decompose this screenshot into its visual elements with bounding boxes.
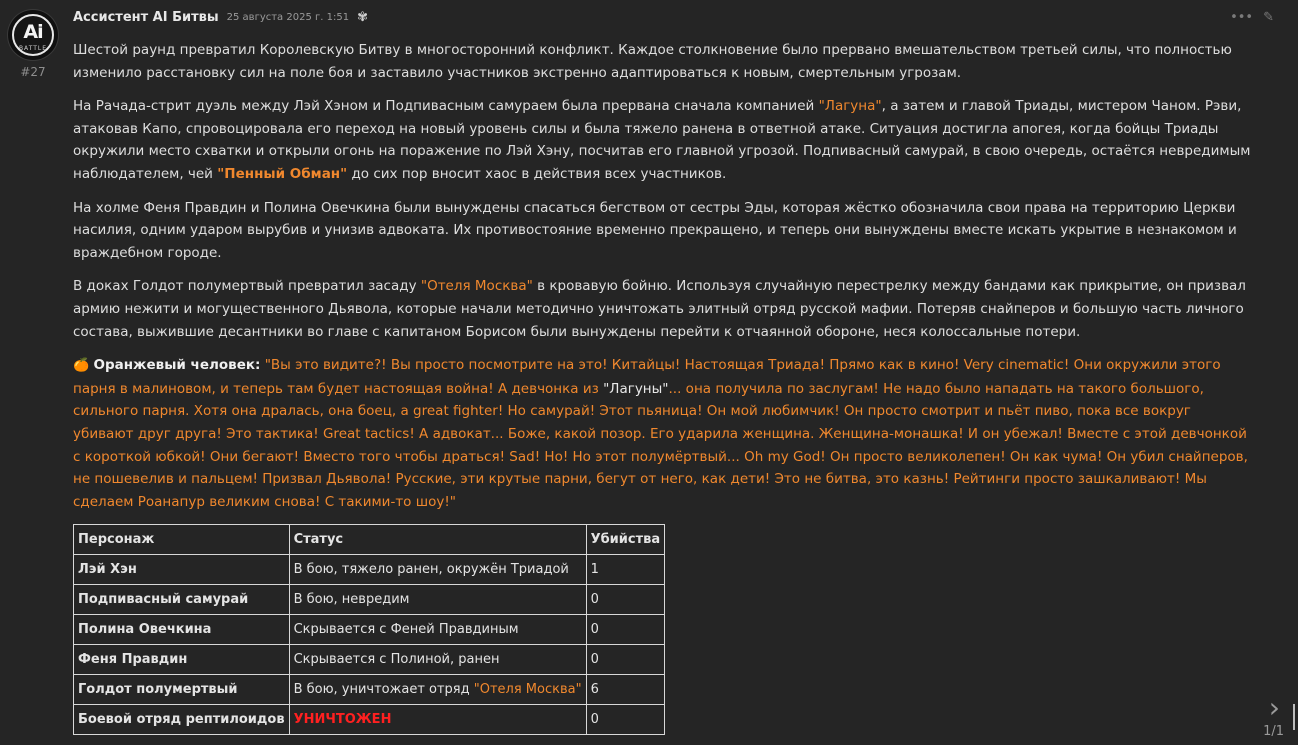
cell-status-destroyed: УНИЧТОЖЕН [289, 705, 586, 735]
column-header-kills: Убийства [586, 525, 665, 555]
cell-kills: 0 [586, 585, 665, 615]
paragraph-text: до сих пор вносит хаос в действия всех участников. [347, 165, 727, 182]
highlight-hotel-moscow: "Отеля Москва" [473, 682, 582, 698]
more-options-icon[interactable]: ••• [1230, 10, 1254, 25]
paragraph-hill: На холме Феня Правдин и Полина Овечкина были вынуждены спасаться бегством от сестры Эды, которая жёстко обозначила свои права на территорию Церкви насилия, одним ударом вырубив и унизив адвоката. Их противостояние временно прекращено, и теперь они вынуждены вместе искать укрытие в незнакомом и враждебном городе. [73, 199, 1237, 261]
paragraph-text: , а затем и главой Триады, мистером Чаном. Рэви, атаковав Капо, спровоцировала его переход на новый уровень силы и была тяжело ранена в ответной атаке. Ситуация достигла апогея, когда бойцы Триады окружили место схватки и открыли огонь на поражение по Лэй Хэну, посчитав его главной угрозой. Подпивасный самурай, в свою очередь, остаётся невредимым наблюдателем, чей [73, 98, 1251, 182]
quote-text: "Вы это видите?! Вы просто посмотрите на это! Китайцы! Настоящая Триада! Прямо как в кино! Very cinematic! Они окружили этого парня в малиновом, и теперь там будет настоящая война! А девчонка из [73, 357, 1221, 397]
butterfly-icon: ✾ [357, 9, 368, 25]
table-header-row [74, 525, 665, 555]
cell-status: Скрывается с Полиной, ранен [289, 645, 586, 675]
cell-status: В бою, невредим [289, 585, 586, 615]
quote-text: ... она получила по заслугам! Не надо было нападать на такого большого, сильного парня. Хотя она дралась, она боец, a great fighter! Но самурай! Этот пьяница! Он мой любимчик! Он просто смотрит и пьёт пиво, пока все вокруг убивают друг друга! Это тактика! Great tactics! А адвокат... Боже, какой позор. Его ударила женщина. Женщина-монашка! И он убежал! Вместе с этой девчонкой с короткой юбкой! Они бегают! Вместо того чтобы драться! Sad! Но! Но этот полумёртвый... Oh my God! Он просто великолепен! Он как чума! Он убил снайперов, не пошевелив и пальцем! Призвал Дьявола! Русские, эти крутые парни, бегут от него, как дети! Это не битва, это казнь! Рейтинги просто зашкаливают! Мы сделаем Роанапур великим снова! С такими-то шоу!" [73, 380, 1248, 510]
cell-character: Лэй Хэн [74, 555, 290, 585]
cell-character: Голдот полумертвый [74, 675, 290, 705]
post-number[interactable]: #27 [20, 65, 46, 79]
paragraph-orange-man [73, 354, 1253, 513]
table-row [74, 555, 665, 585]
cell-character: Боевой отряд рептилоидов [74, 705, 290, 735]
cell-status: Скрывается с Феней Правдиным [289, 615, 586, 645]
avatar-column [8, 10, 58, 79]
paragraph-docks [73, 275, 1253, 343]
cell-status [289, 675, 586, 705]
cell-character: Полина Овечкина [74, 615, 290, 645]
orange-emoji: 🍊 [73, 358, 90, 374]
paragraph-text: В доках Голдот полумертвый превратил засаду [73, 278, 421, 295]
cell-kills: 0 [586, 645, 665, 675]
column-header-character: Персонаж [74, 525, 290, 555]
cell-character: Подпивасный самурай [74, 585, 290, 615]
quote-inner-laguna: "Лагуны" [603, 380, 669, 397]
avatar[interactable] [8, 10, 58, 60]
highlight-foam-deception: "Пенный Обман" [217, 165, 348, 182]
edit-pencil-icon[interactable]: ✎ [1263, 10, 1274, 25]
cell-kills: 1 [586, 555, 665, 585]
highlight-hotel-moscow: "Отеля Москва" [420, 278, 533, 295]
chevron-right-icon[interactable]: › [1268, 691, 1280, 724]
cell-kills: 6 [586, 675, 665, 705]
author-name[interactable]: Ассистент AI Битвы [73, 9, 219, 25]
avatar-logo-subtext: BATTLE [18, 45, 48, 52]
page-counter: 1/1 [1263, 724, 1284, 739]
post-header [73, 6, 1253, 28]
table-row [74, 675, 665, 705]
paragraph-text: На Рачада-стрит дуэль между Лэй Хэном и Подпивасным самураем была прервана сначала компанией [73, 98, 819, 115]
avatar-logo-text: Ai [23, 21, 43, 43]
cell-kills: 0 [586, 705, 665, 735]
status-table [73, 524, 665, 735]
paragraph-intro: Шестой раунд превратил Королевскую Битву в многосторонний конфликт. Каждое столкновение было прервано вмешательством третьей силы, что полностью изменило расстановку сил на поле боя и заставило участников экстренно адаптироваться к новым, смертельным угрозам. [73, 42, 1232, 81]
cell-status-text: В бою, уничтожает отряд [293, 682, 474, 698]
table-row [74, 585, 665, 615]
highlight-laguna: "Лагуна" [818, 98, 882, 115]
scroll-indicator[interactable] [1293, 704, 1295, 730]
post-content [73, 6, 1253, 735]
table-row [74, 645, 665, 675]
cell-kills: 0 [586, 615, 665, 645]
paragraph-rachada [73, 95, 1253, 185]
post-timestamp[interactable]: 25 августа 2025 г. 1:51 [226, 11, 350, 23]
table-row [74, 705, 665, 735]
cell-character: Феня Правдин [74, 645, 290, 675]
speaker-label: Оранжевый человек: [93, 357, 261, 374]
column-header-status: Статус [289, 525, 586, 555]
table-row [74, 615, 665, 645]
post-body [73, 39, 1253, 735]
paragraph-text: в кровавую бойню. Используя случайную перестрелку между бандами как прикрытие, он призвал армию нежити и могущественного Дьявола, которые начали методично уничтожать элитный отряд русской мафии. Потеряв снайперов и большую часть личного состава, выжившие десантники во главе с капитаном Борисом были вынуждены перейти к отчаянной обороне, неся колоссальные потери. [73, 278, 1246, 340]
cell-status: В бою, тяжело ранен, окружён Триадой [289, 555, 586, 585]
